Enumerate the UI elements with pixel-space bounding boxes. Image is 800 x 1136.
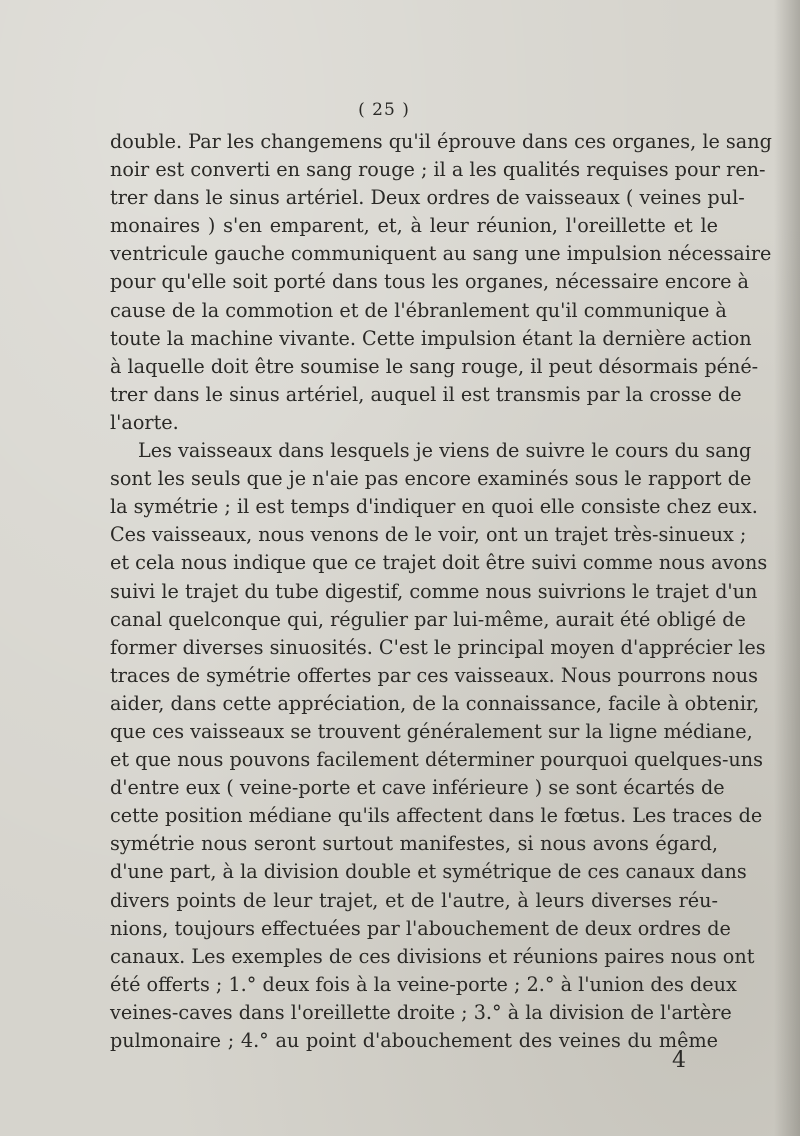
text-line: canal quelconque qui, régulier par lui-même, aurait été obligé de [110,607,746,631]
text-line: ventricule gauche communiquent au sang une impulsion nécessaire [110,242,772,266]
text-line: veines-caves dans l'oreillette droite ; 3.° à la division de l'artère [110,1000,732,1024]
page-number: ( 25 ) [358,100,410,120]
text-line: divers points de leur trajet, et de l'autre, à leurs diverses réu- [110,888,718,912]
text-line: pulmonaire ; 4.° au point d'abouchement des veines du même [110,1029,718,1052]
text-line: cette position médiane qu'ils affectent dans le fœtus. Les traces de [110,804,763,828]
text-line: double. Par les changemens qu'il éprouve dans ces organes, le sang [110,130,772,153]
text-line: Ces vaisseaux, nous venons de le voir, ont un trajet très-sinueux ; [110,523,747,547]
text-line: que ces vaisseaux se trouvent généralement sur la ligne médiane, [110,719,753,743]
text-line: canaux. Les exemples de ces divisions et réunions paires nous ont [110,944,755,968]
text-line: sont les seuls que je n'aie pas encore examinés sous le rapport de [110,467,752,491]
text-line: et que nous pouvons facilement déterminer pourquoi quelques-uns [110,748,763,772]
text-line: pour qu'elle soit porté dans tous les organes, nécessaire encore à [110,270,749,294]
text-line: monaires ) s'en emparent, et, à leur réunion, l'oreillette et le [110,214,718,238]
text-line: Les vaisseaux dans lesquels je viens de suivre le cours du sang [138,439,752,463]
page-edge-shadow [774,0,800,1136]
text-line: d'entre eux ( veine-porte et cave inférieure ) se sont écartés de [110,776,725,800]
signature-mark: 4 [672,1048,686,1073]
text-line: trer dans le sinus artériel. Deux ordres de vaisseaux ( veines pul- [110,186,745,210]
text-line: cause de la commotion et de l'ébranlement qu'il communique à [110,298,727,322]
text-line: former diverses sinuosités. C'est le principal moyen d'apprécier les [110,635,766,659]
text-line: et cela nous indique que ce trajet doit être suivi comme nous avons [110,551,768,575]
text-line: symétrie nous seront surtout manifestes, si nous avons égard, [110,832,718,856]
text-line: noir est converti en sang rouge ; il a les qualités requises pour ren- [110,158,766,182]
text-line: la symétrie ; il est temps d'indiquer en quoi elle consiste chez eux. [110,495,758,519]
text-line: nions, toujours effectuées par l'abouchement de deux ordres de [110,916,731,940]
text-line: traces de symétrie offertes par ces vaisseaux. Nous pourrons nous [110,663,759,687]
text-line: à laquelle doit être soumise le sang rouge, il peut désormais péné- [110,354,759,378]
text-line: l'aorte. [110,410,179,434]
body-text [110,128,772,1055]
text-line: été offerts ; 1.° deux fois à la veine-porte ; 2.° à l'union des deux [110,972,737,996]
text-line: toute la machine vivante. Cette impulsion étant la dernière action [110,326,752,350]
text-line: trer dans le sinus artériel, auquel il est transmis par la crosse de [110,382,742,406]
text-line: aider, dans cette appréciation, de la connaissance, facile à obtenir, [110,691,760,715]
text-line: d'une part, à la division double et symétrique de ces canaux dans [110,860,747,884]
text-line: suivi le trajet du tube digestif, comme nous suivrions le trajet d'un [110,579,758,603]
